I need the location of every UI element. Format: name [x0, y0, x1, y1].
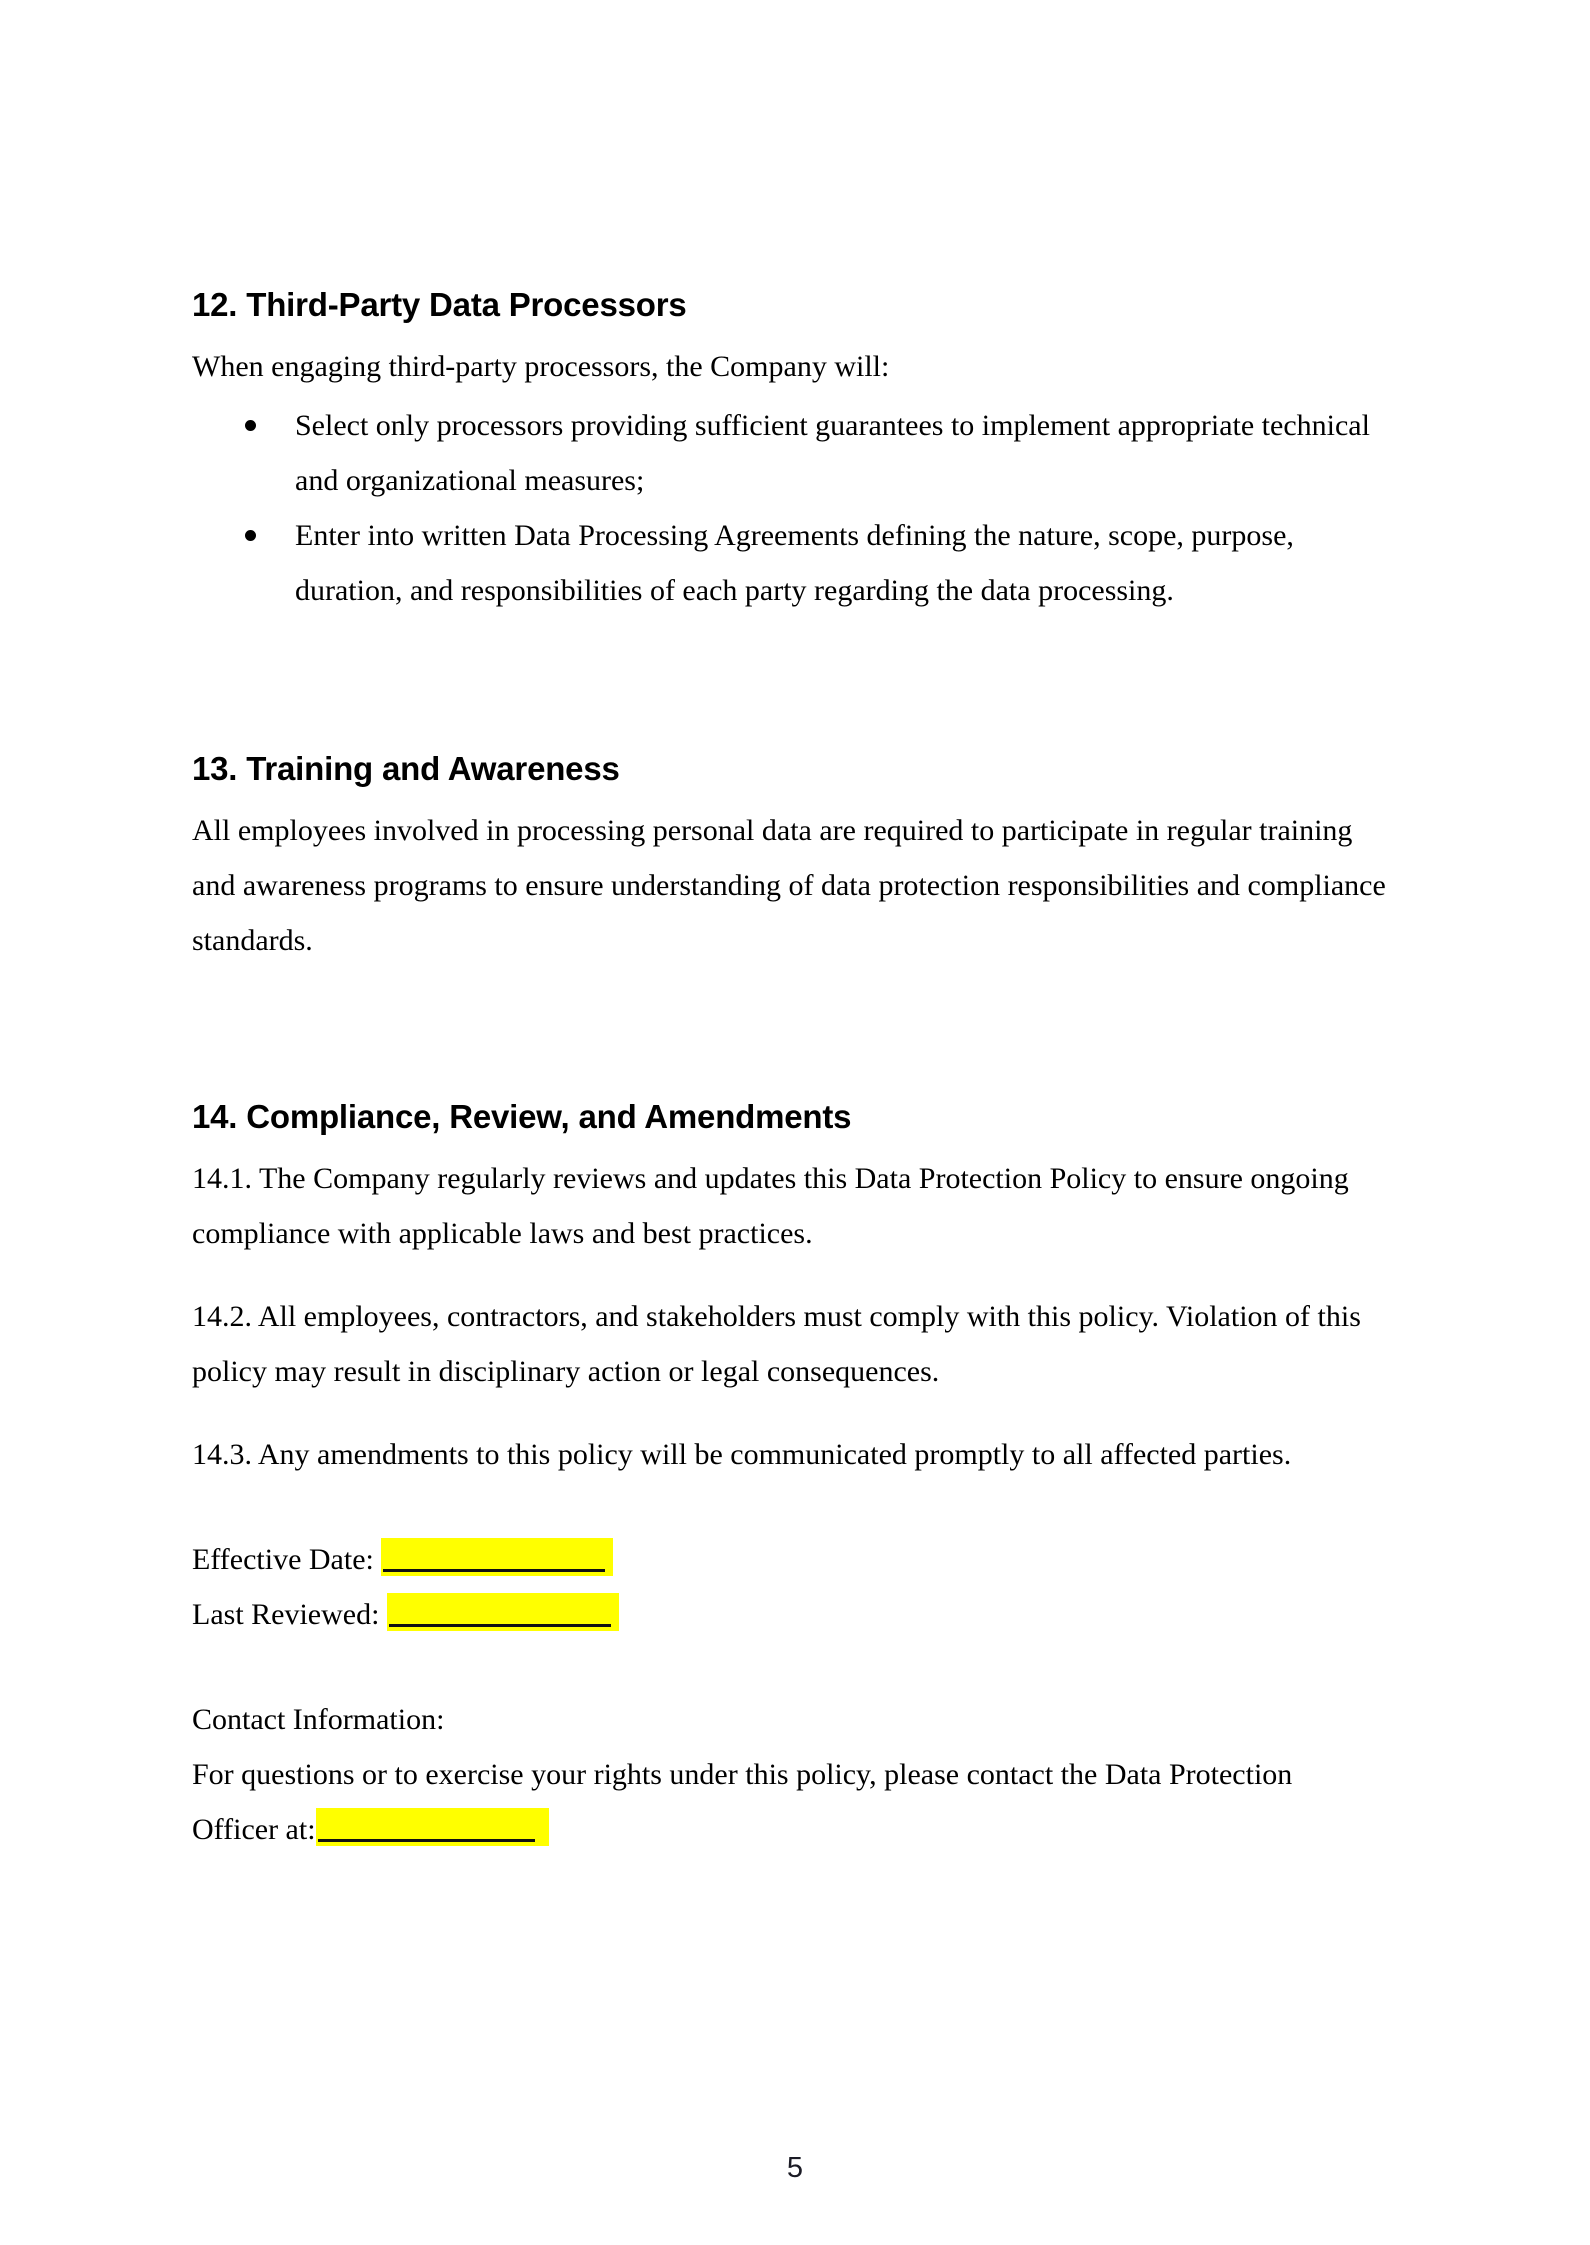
paragraph-spacer — [192, 1261, 1400, 1289]
clause-14-3: 14.3. Any amendments to this policy will be communicated promptly to all affected parties. — [192, 1437, 1292, 1471]
last-reviewed-label: Last Reviewed: — [192, 1597, 380, 1631]
officer-at-label: Officer at: — [192, 1812, 316, 1846]
underline-rule — [389, 1624, 611, 1627]
section-12 — [192, 286, 1400, 618]
list-item-text: Select only processors providing sufficient guarantees to implement appropriate technical and organizational measures; — [295, 408, 1370, 497]
list-item-text: Enter into written Data Processing Agreements defining the nature, scope, purpose, duration, and responsibilities of each party regarding the data processing. — [295, 518, 1294, 607]
page-content — [192, 286, 1400, 1857]
officer-email-row — [192, 1802, 1400, 1857]
effective-date-label: Effective Date: — [192, 1542, 374, 1576]
list-item — [192, 398, 1400, 508]
section-13-paragraph: All employees involved in processing personal data are required to participate in regular training and awareness programs to ensure understanding of data protection responsibilities and compliance standards. — [192, 813, 1386, 957]
clause-14-2: 14.2. All employees, contractors, and stakeholders must comply with this policy. Violation of this policy may result in disciplinary action or legal consequences. — [192, 1299, 1361, 1388]
section-12-heading: 12. Third-Party Data Processors — [192, 286, 687, 323]
block-spacer — [192, 1482, 1400, 1532]
section-13 — [192, 750, 1400, 968]
bullet-dot-icon — [245, 530, 256, 541]
section-spacer — [192, 968, 1400, 1098]
section-14 — [192, 1098, 1400, 1482]
contact-block — [192, 1692, 1400, 1857]
section-spacer — [192, 618, 1400, 750]
list-item — [192, 508, 1400, 618]
effective-date-row — [192, 1532, 1400, 1587]
paragraph-spacer — [192, 1399, 1400, 1427]
underline-rule — [318, 1839, 535, 1842]
effective-date-field[interactable] — [381, 1538, 613, 1576]
section-13-heading: 13. Training and Awareness — [192, 749, 620, 787]
bullet-dot-icon — [245, 420, 256, 431]
clause-14-1: 14.1. The Company regularly reviews and updates this Data Protection Policy to ensure ongoing compliance with applicable laws and best practices. — [192, 1161, 1349, 1250]
officer-email-field[interactable] — [316, 1808, 549, 1846]
page-number: 5 — [786, 2152, 804, 2184]
block-spacer — [192, 1642, 1400, 1692]
last-reviewed-row — [192, 1587, 1400, 1642]
signature-block — [192, 1532, 1400, 1642]
section-12-intro: When engaging third-party processors, the Company will: — [192, 349, 890, 383]
underline-rule — [383, 1569, 605, 1572]
section-12-bullet-list — [192, 398, 1400, 618]
contact-information-title: Contact Information: — [192, 1702, 445, 1736]
last-reviewed-field[interactable] — [387, 1593, 619, 1631]
section-14-heading: 14. Compliance, Review, and Amendments — [192, 1097, 852, 1135]
contact-instruction-line: For questions or to exercise your rights under this policy, please contact the Data Protection — [192, 1757, 1293, 1791]
